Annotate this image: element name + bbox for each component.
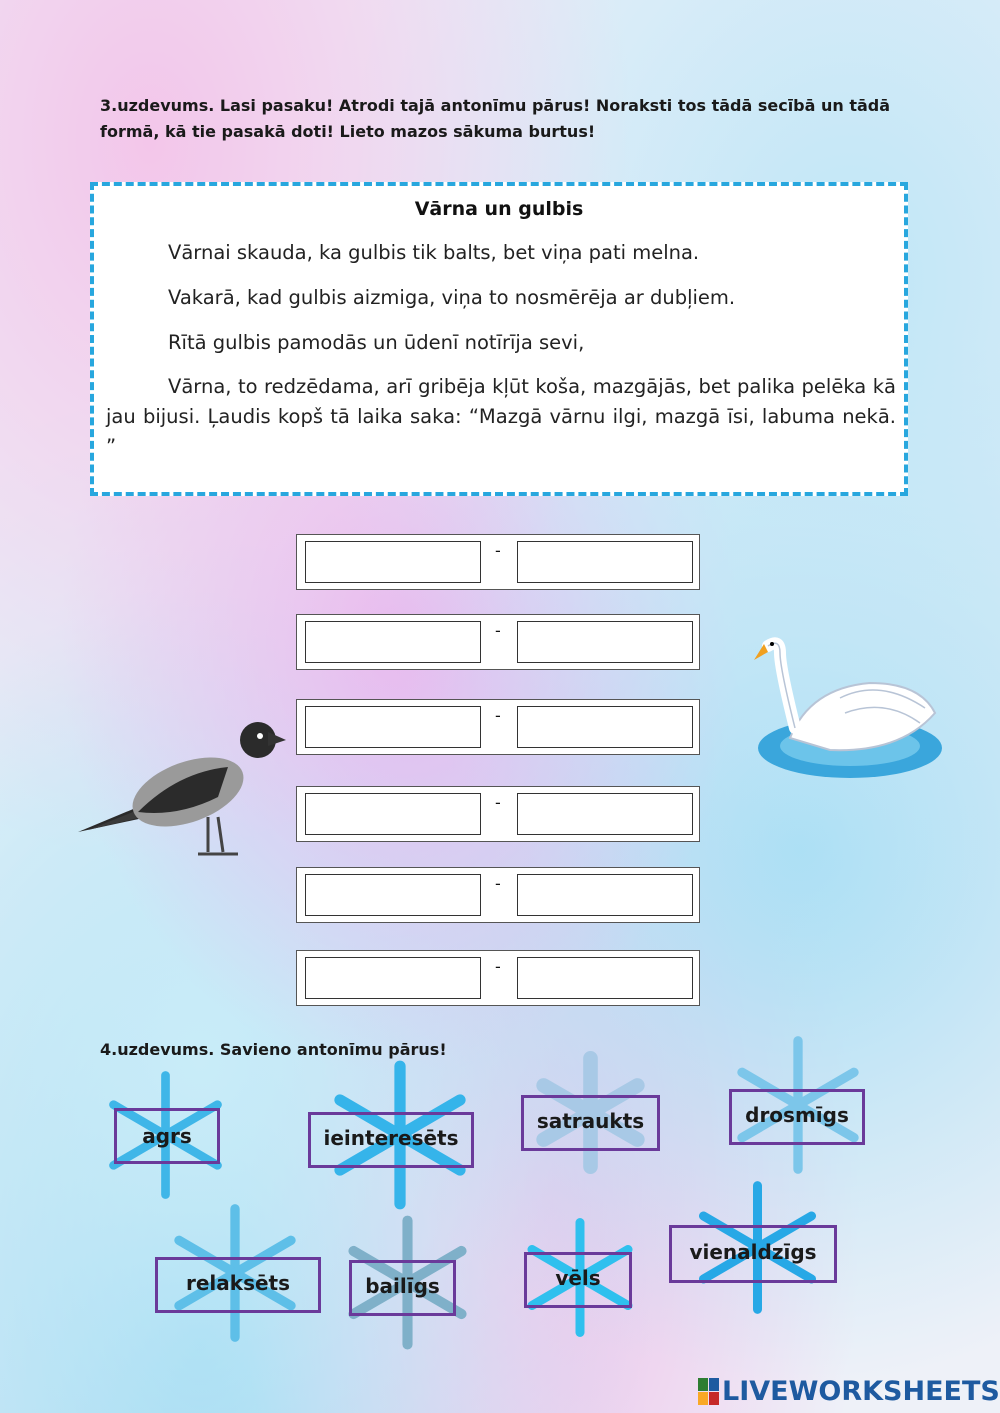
answer-row <box>296 699 700 755</box>
story-paragraph-3: Rītā gulbis pamodās un ūdenī notīrīja sevi, <box>168 331 585 354</box>
crow-illustration <box>68 712 288 862</box>
answer-row <box>296 950 700 1006</box>
answer-input-left[interactable] <box>305 621 481 663</box>
dash-separator: - <box>495 793 501 812</box>
liveworksheets-logo-text: LIVEWORKSHEETS <box>722 1376 1000 1407</box>
answer-input-right[interactable] <box>517 621 693 663</box>
word-box-vienaldzigs[interactable]: vienaldzīgs <box>669 1225 837 1283</box>
answer-input-right[interactable] <box>517 541 693 583</box>
answer-row <box>296 867 700 923</box>
answer-row <box>296 614 700 670</box>
dash-separator: - <box>495 541 501 560</box>
answer-row <box>296 786 700 842</box>
answer-input-right[interactable] <box>517 874 693 916</box>
answer-input-right[interactable] <box>517 706 693 748</box>
dash-separator: - <box>495 874 501 893</box>
dash-separator: - <box>495 706 501 725</box>
answer-input-right[interactable] <box>517 957 693 999</box>
story-paragraph-1: Vārnai skauda, ka gulbis tik balts, bet viņa pati melna. <box>168 241 700 264</box>
task4-instruction: 4.uzdevums. Savieno antonīmu pārus! <box>100 1040 447 1059</box>
swan-illustration <box>750 628 945 788</box>
word-box-agrs[interactable]: agrs <box>114 1108 220 1164</box>
word-box-ieinteresets[interactable]: ieinteresēts <box>308 1112 474 1168</box>
word-box-satraukts[interactable]: satraukts <box>521 1095 660 1151</box>
word-box-vels[interactable]: vēls <box>524 1252 632 1308</box>
story-paragraph-4: Vārna, to redzēdama, arī gribēja kļūt koša, mazgājās, bet palika pelēka kā jau bijusi. Ļaudis kopš tā laika saka: “Mazgā vārnu ilgi, mazgā īsi, labuma nekā. ” <box>106 375 896 458</box>
liveworksheets-logo-icon <box>698 1378 720 1406</box>
word-box-relaksets[interactable]: relaksēts <box>155 1257 321 1313</box>
story-title: Vārna un gulbis <box>414 198 584 220</box>
answer-input-left[interactable] <box>305 957 481 999</box>
story-box <box>90 182 908 496</box>
answer-input-left[interactable] <box>305 793 481 835</box>
story-paragraph-2: Vakarā, kad gulbis aizmiga, viņa to nosmērēja ar dubļiem. <box>168 286 736 309</box>
answer-input-left[interactable] <box>305 541 481 583</box>
word-box-drosmigs[interactable]: drosmīgs <box>729 1089 865 1145</box>
task3-instruction: 3.uzdevums. Lasi pasaku! Atrodi tajā antonīmu pārus! Noraksti tos tādā secībā un tādā formā, kā tie pasakā doti! Lieto mazos sākuma burtus! <box>100 96 891 141</box>
word-box-bailigs[interactable]: bailīgs <box>349 1260 456 1316</box>
dash-separator: - <box>495 957 501 976</box>
answer-input-left[interactable] <box>305 706 481 748</box>
answer-input-right[interactable] <box>517 793 693 835</box>
dash-separator: - <box>495 621 501 640</box>
answer-row <box>296 534 700 590</box>
answer-input-left[interactable] <box>305 874 481 916</box>
